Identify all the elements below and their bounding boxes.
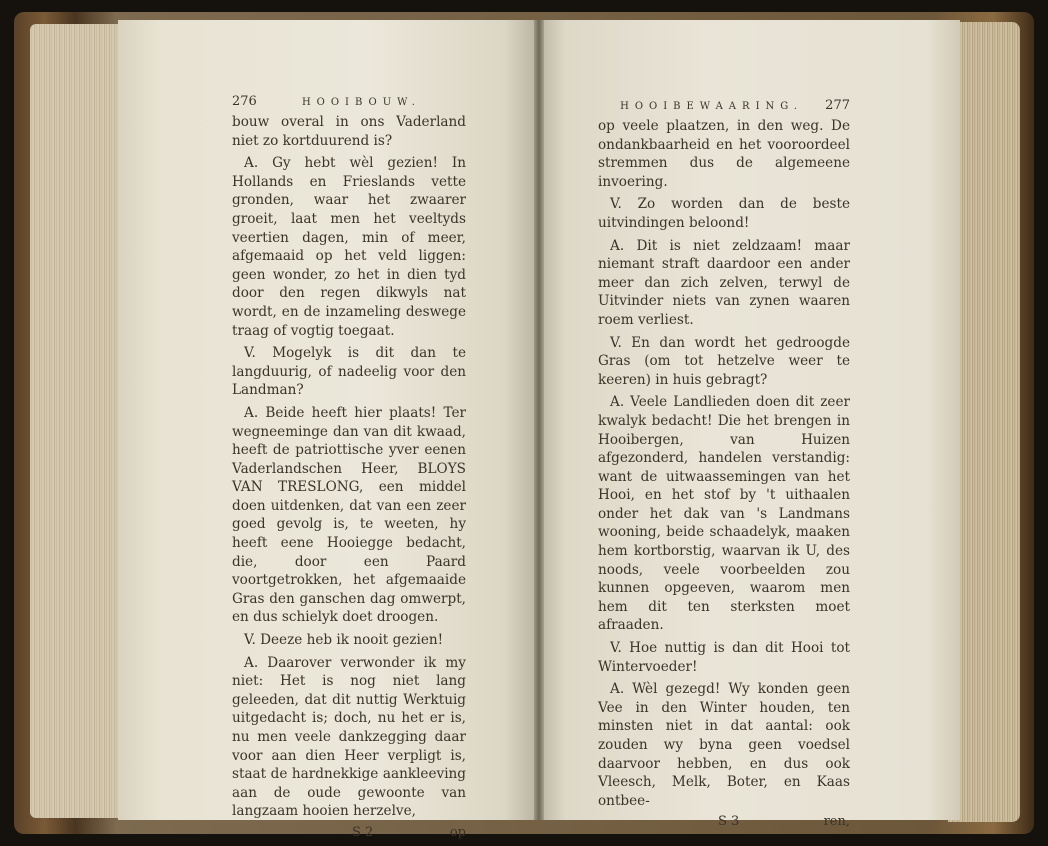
left-catchline: [232, 825, 466, 840]
left-page-edges: [30, 24, 130, 818]
right-paragraph: A. Veele Landlieden doen dit zeer kwalyk bedacht! Die het brengen in Hooibergen, van Huizen afgezonderd, handelen verstandig: want de uitwaassemingen van het Hooi, en het stof by 't uithaalen onder het dak van 's Landmans wooning, beide schaadelyk, maaken hem kortborstig, waarvan ik U, des noods, veele voorbeelden zou kunnen opgeeven, waarom men hem dit ten sterksten moet afraaden.: [598, 394, 850, 634]
book-gutter: [534, 20, 544, 820]
right-body-text: [598, 117, 850, 810]
left-paragraph: A. Gy hebt wèl gezien! In Hollands en Frieslands vette gronden, waar het zwaarer groeit, laat men het veeltyds veertien dagen, min of meer, afgemaaid op het veld liggen: geen wonder, zo het in dien tyd door den regen dikwyls nat wordt, en de inzameling deswege traag of vogtig toegaat.: [232, 155, 466, 339]
left-paragraph: V. Mogelyk is dit dan te langduurig, of nadeelig voor den Landman?: [232, 345, 466, 399]
right-paragraph: V. Hoe nuttig is dan dit Hooi tot Wintervoeder!: [598, 640, 850, 675]
right-page: [540, 20, 960, 830]
left-catchword: op: [449, 824, 466, 840]
left-page: [118, 20, 538, 840]
left-paragraph: bouw overal in ons Vaderland niet zo kortduurend is?: [232, 114, 466, 149]
right-catchword: ren,: [823, 814, 850, 830]
left-page-number: 276: [232, 94, 257, 109]
left-body-text: [232, 113, 466, 821]
right-paragraph: op veele plaatzen, in den weg. De ondankbaarheid en het vooroordeel stremmen dus de algemeene invoering.: [598, 118, 850, 190]
right-signature: S 3: [718, 814, 740, 830]
right-running-title: HOOIBEWAARING.: [620, 101, 804, 112]
left-paragraph: A. Beide heeft hier plaats! Ter wegneeminge dan van dit kwaad, heeft de patriottische yver eenen Vaderlandschen Heer, BLOYS VAN TRESLONG, een middel doen uitdenken, dat van een zeer goed gevolg is, te weeten, hy heeft eene Hooiegge bedacht, die, door een Paard voortgetrokken, het afgemaaide Gras den ganschen dag omwerpt, en dus schielyk doet droogen.: [232, 404, 466, 626]
right-running-head: [598, 98, 850, 113]
right-paragraph: V. En dan wordt het gedroogde Gras (om tot hetzelve weer te keeren) in huis gebragt?: [598, 334, 850, 388]
left-signature: S 2: [352, 824, 374, 840]
left-running-head: [232, 94, 466, 109]
right-page-number: 277: [825, 98, 850, 113]
left-paragraph: V. Deeze heb ik nooit gezien!: [244, 632, 444, 649]
right-catchline: [598, 814, 850, 829]
right-paragraph: V. Zo worden dan de beste uitvindingen beloond!: [598, 196, 850, 231]
left-running-title: HOOIBOUW.: [301, 97, 421, 108]
left-paragraph: A. Daarover verwonder ik my niet: Het is nog niet lang geleeden, dat dit nuttig Werktuig uitgedacht is; doch, nu het er is, nu men veele dankzegging daar voor aan dien Heer verpligt is, staat de hardnekkige aankleeving aan de oude gewoonte van langzaam hooien herzelve,: [232, 654, 466, 820]
right-paragraph: A. Dit is niet zeldzaam! maar niemant straft daardoor een ander meer dan zich zelven, terwyl de Uitvinder niets van zynen waaren roem verliest.: [598, 237, 850, 328]
right-paragraph: A. Wèl gezegd! Wy konden geen Vee in den Winter houden, ten minsten niet in dat aantal: ook zouden wy byna geen voedsel daarvoor hebben, en dus ook Vleesch, Melk, Boter, en Kaas ontbee-: [598, 681, 850, 809]
